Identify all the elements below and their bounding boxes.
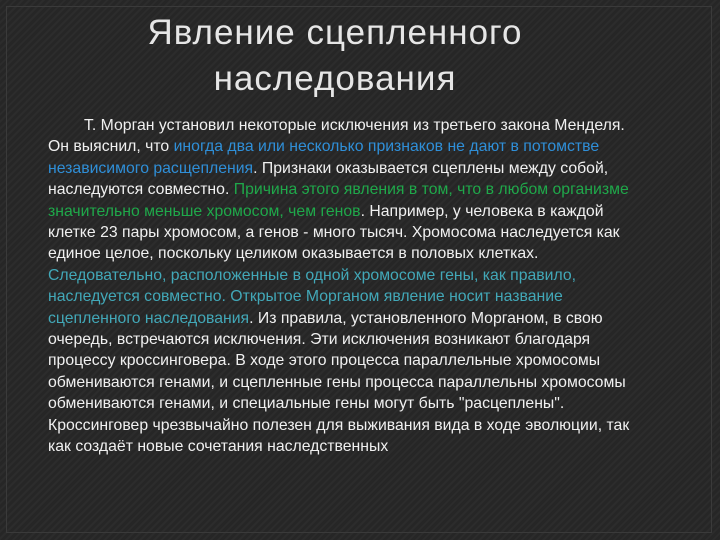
slide-body-paragraph <box>48 115 630 458</box>
text-segment: Т. Морган установил некоторые исключения из третьего закона Менделя. Он выяснил, что <box>48 117 625 156</box>
highlight-teal-segment: Следовательно, расположенные в одной хромосоме гены, как правило, наследуется совместно. Открытое Морганом явление носит название сцепленного наследования <box>48 266 577 327</box>
slide-title <box>60 10 610 102</box>
highlight-blue-segment: иногда два или несколько признаков не дают в потомстве независимого расщепления <box>48 138 600 177</box>
highlight-green-segment: Причина этого явления в том, что в любом организме значительно меньше хромосом, чем генов <box>48 181 629 220</box>
slide-title-line1: Явление сцепленного <box>147 13 523 52</box>
text-segment: . Из правила, установленного Морганом, в свою очередь, встречаются исключения. Эти исключения возникают благодаря процессу кроссинговера. В ходе этого процесса параллельные хромосомы обмениваются генами, и сцепленные гены процесса параллельны хромосомы обмениваются генами, и специальные гены могут быть "расцеплены". Кроссинговер чрезвычайно полезен для выживания вида в ходе эволюции, так как создаёт новые сочетания наследственных <box>48 309 630 456</box>
text-segment: . Например, у человека в каждой клетке 23 пары хромосом, а генов - много тысяч. Хромосома наследуется как единое целое, поскольку целиком оказывается в половых клетках. <box>48 202 620 263</box>
text-segment: . Признаки оказывается сцеплены между собой, наследуются совместно. <box>48 159 609 199</box>
slide-title-line2: наследования <box>213 59 457 98</box>
